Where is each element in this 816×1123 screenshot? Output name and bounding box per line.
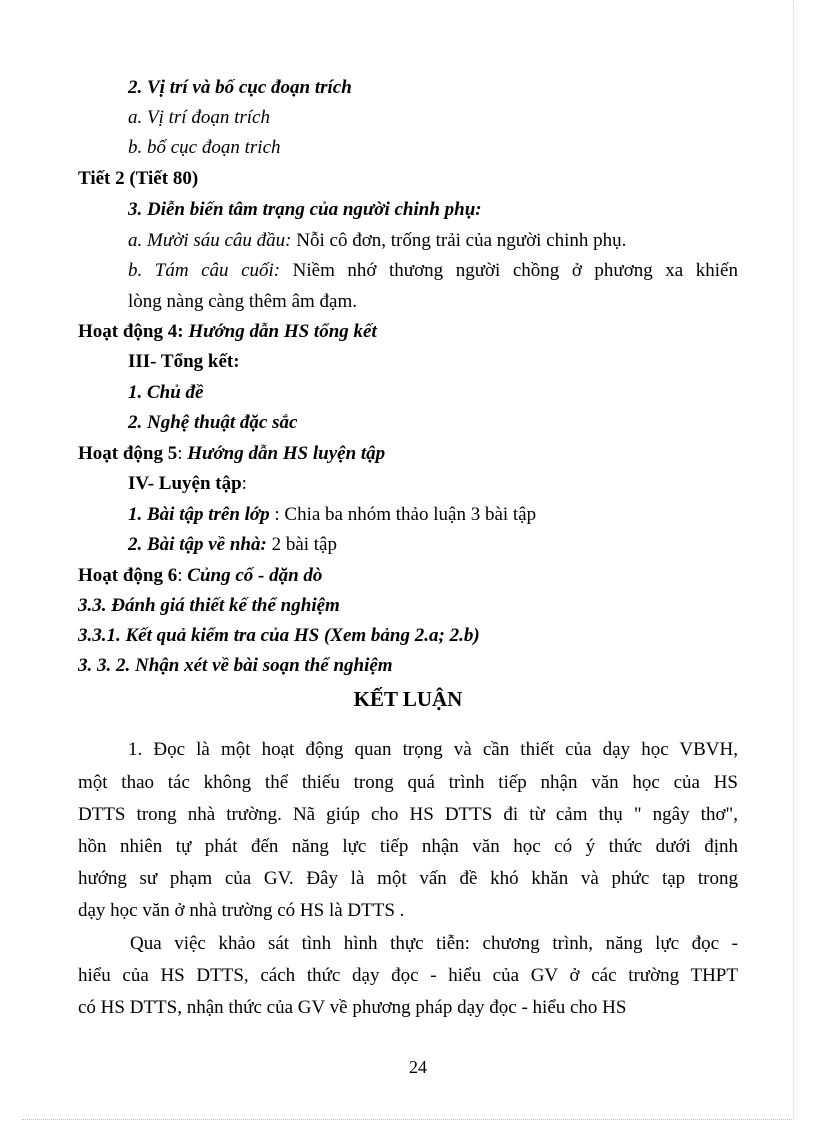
- outline-item-3a-label: a. Mười sáu câu đầu:: [128, 230, 292, 251]
- conclusion-title: KẾT LUẬN: [353, 687, 463, 711]
- conclusion-para1-line3: DTTS trong nhà trường. Nã giúp cho HS DTTS đi từ cảm thụ " ngây thơ",: [78, 804, 738, 825]
- practice-item-1-text: : Chia ba nhóm thảo luận 3 bài tập: [269, 504, 537, 525]
- section-4-label: IV- Luyện tập: [128, 473, 242, 494]
- conclusion-para1-line5: hướng sư phạm của GV. Đây là một vấn đề khó khăn và phức tạp trong: [78, 868, 738, 889]
- conclusion-para2-line3: có HS DTTS, nhận thức của GV về phương pháp dạy đọc - hiểu cho HS: [78, 997, 627, 1018]
- activity-4-title: Hướng dẫn HS tổng kết: [188, 321, 377, 342]
- activity-6-title: Củng cố - dặn dò: [187, 565, 323, 586]
- heading-3-3-2: 3. 3. 2. Nhận xét về bài soạn thể nghiệm: [78, 655, 393, 676]
- outline-item-3b-label: b. Tám câu cuối:: [128, 260, 281, 281]
- conclusion-para1-line1: 1. Đọc là một hoạt động quan trọng và cần thiết của dạy học VBVH,: [128, 739, 738, 760]
- practice-item-2: [128, 533, 337, 557]
- conclusion-para1-line2: một thao tác không thể thiếu trong quá trình tiếp nhận văn học của HS: [78, 772, 738, 793]
- activity-5-colon: :: [177, 443, 188, 464]
- conclusion-para1-line4: hồn nhiên tự phát đến năng lực tiếp nhận văn học có ý thức dưới định: [78, 836, 738, 857]
- activity-6-colon: :: [177, 565, 188, 586]
- period-heading: Tiết 2 (Tiết 80): [78, 168, 199, 189]
- page-right-border: [793, 0, 794, 1120]
- section-4-colon: :: [241, 473, 247, 494]
- activity-6-label: Hoạt động 6: [78, 565, 178, 586]
- outline-item-3b-line1: [128, 259, 738, 283]
- section-3-heading: III- Tổng kết:: [128, 351, 240, 372]
- outline-item-2: 2. Vị trí và bố cục đoạn trích: [128, 77, 352, 98]
- section-4-heading: [128, 472, 247, 496]
- outline-item-2b: b. bố cục đoạn trich: [128, 137, 281, 158]
- summary-item-1: 1. Chủ đề: [128, 382, 204, 403]
- outline-item-3a-text: Nỗi cô đơn, trống trải của người chinh phụ.: [291, 230, 627, 251]
- activity-4: [78, 320, 377, 344]
- heading-3-3-1: 3.3.1. Kết quả kiểm tra của HS (Xem bảng 2.a; 2.b): [78, 625, 480, 646]
- page-number: 24: [409, 1057, 427, 1077]
- practice-item-1: [128, 503, 536, 527]
- page-bottom-border: [22, 1119, 794, 1120]
- outline-item-3: 3. Diễn biến tâm trạng của người chinh phụ:: [128, 199, 482, 220]
- activity-5: [78, 442, 385, 466]
- activity-4-label: Hoạt động 4:: [78, 321, 189, 342]
- activity-5-label: Hoạt động 5: [78, 443, 178, 464]
- outline-item-3b-line2: lòng nàng càng thêm âm đạm.: [128, 291, 357, 312]
- practice-item-2-text: 2 bài tập: [266, 534, 337, 555]
- activity-6: [78, 564, 322, 588]
- activity-5-title: Hướng dẫn HS luyện tập: [187, 443, 386, 464]
- conclusion-para2-line1: Qua việc khảo sát tình hình thực tiễn: chương trình, năng lực đọc -: [130, 933, 738, 954]
- heading-3-3: 3.3. Đánh giá thiết kế thể nghiệm: [78, 595, 340, 616]
- outline-item-3a: [128, 229, 626, 253]
- summary-item-2: 2. Nghệ thuật đặc sắc: [128, 412, 298, 433]
- conclusion-para2-line2: hiểu của HS DTTS, cách thức dạy đọc - hiểu của GV ở các trường THPT: [78, 965, 738, 986]
- practice-item-1-label: 1. Bài tập trên lớp: [128, 504, 270, 525]
- outline-item-3b-text: Niềm nhớ thương người chồng ở phương xa khiến: [280, 260, 738, 281]
- conclusion-para1-line6: dạy học văn ở nhà trường có HS là DTTS .: [78, 900, 405, 921]
- outline-item-2a: a. Vị trí đoạn trích: [128, 107, 270, 128]
- practice-item-2-label: 2. Bài tập về nhà:: [128, 534, 267, 555]
